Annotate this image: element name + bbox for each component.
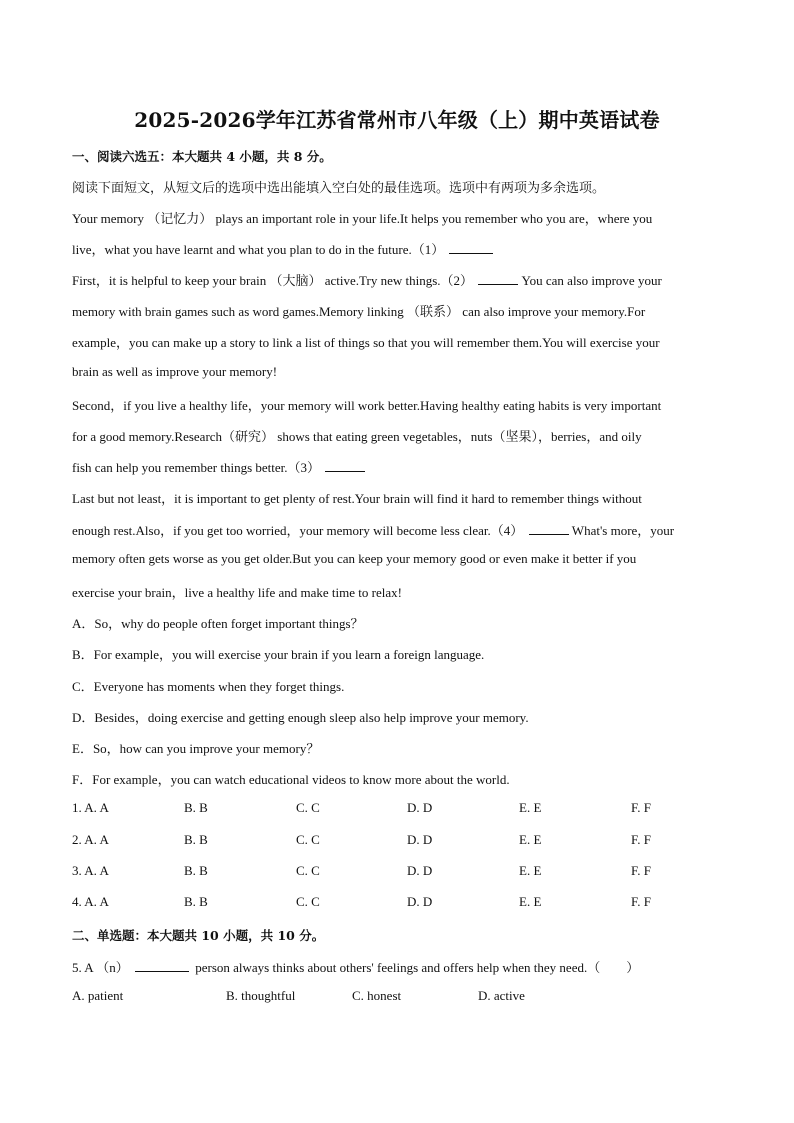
choice-f[interactable]: F. F <box>631 863 651 878</box>
section2-heading: 二、单选题：本大题共 10 小题，共 10 分。 <box>72 928 325 943</box>
passage-line <box>72 457 365 476</box>
passage-line: example，you can make up a story to link a list of things so that you will remember them.You will exercise your <box>72 335 660 350</box>
choice-d[interactable]: D. D <box>407 832 433 847</box>
answer-row-1 <box>72 800 732 818</box>
choice-b[interactable]: B. B <box>184 894 208 909</box>
passage-line <box>72 239 493 258</box>
answer-blank-3[interactable] <box>325 460 365 472</box>
passage-text: fish can help you remember things better.（3） <box>72 460 321 475</box>
passage-text: live，what you have learnt and what you plan to do in the future.（1） <box>72 242 445 257</box>
answer-row-2 <box>72 832 732 850</box>
choice-f[interactable]: F. F <box>631 894 651 909</box>
choice-d[interactable]: D. D <box>407 894 433 909</box>
passage-line: Second，if you live a healthy life，your memory will work better.Having healthy eating habits is very important <box>72 398 662 413</box>
choice-b[interactable]: B. B <box>184 863 208 878</box>
exam-title: 2025-2026学年江苏省常州市八年级（上）期中英语试卷 <box>134 108 660 132</box>
passage-text: What's more，your <box>571 523 675 538</box>
passage-line: memory with brain games such as word games.Memory linking （联系） can also improve your memory.For <box>72 304 646 319</box>
answer-blank-2[interactable] <box>478 273 518 285</box>
passage-line: memory often gets worse as you get older.But you can keep your memory good or even make it better if you <box>72 551 637 566</box>
choice-b[interactable]: B. B <box>184 800 208 815</box>
choice-f[interactable]: F. F <box>631 832 651 847</box>
q5-option-d[interactable]: D. active <box>478 988 525 1003</box>
choice-a[interactable]: 2. A. A <box>72 832 109 847</box>
choice-e[interactable]: E. E <box>519 832 542 847</box>
choice-a[interactable]: 1. A. A <box>72 800 109 815</box>
choice-e[interactable]: E. E <box>519 894 542 909</box>
passage-line: Your memory （记忆力） plays an important role in your life.It helps you remember who you are，where you <box>72 211 653 226</box>
passage-line: for a good memory.Research（研究） shows that eating green vegetables，nuts（坚果），berries，and oily <box>72 429 642 444</box>
answer-blank-1[interactable] <box>449 242 493 254</box>
passage-line: Last but not least，it is important to get plenty of rest.Your brain will find it hard to remember things without <box>72 491 642 506</box>
passage-line: exercise your brain，live a healthy life and make time to relax! <box>72 585 402 600</box>
option-b: B．For example，you will exercise your brain if you learn a foreign language. <box>72 647 485 662</box>
passage-text: You can also improve your <box>521 273 662 288</box>
answer-row-3 <box>72 863 732 881</box>
section1-heading: 一、阅读六选五：本大题共 4 小题，共 8 分。 <box>72 149 332 164</box>
question-5 <box>72 957 639 976</box>
choice-e[interactable]: E. E <box>519 800 542 815</box>
q5-option-c[interactable]: C. honest <box>352 988 402 1003</box>
question-5-options <box>72 988 732 1006</box>
passage-line <box>72 270 662 289</box>
choice-d[interactable]: D. D <box>407 800 433 815</box>
question-5-prefix: 5. A （n） <box>72 960 129 975</box>
passage-line <box>72 520 674 539</box>
option-c: C．Everyone has moments when they forget things. <box>72 679 345 694</box>
answer-row-4 <box>72 894 732 912</box>
choice-a[interactable]: 3. A. A <box>72 863 109 878</box>
question-5-text: person always thinks about others' feelings and offers help when they need.（ ） <box>195 960 640 975</box>
passage-text: enough rest.Also，if you get too worried，your memory will become less clear.（4） <box>72 523 524 538</box>
choice-f[interactable]: F. F <box>631 800 651 815</box>
q5-option-b[interactable]: B. thoughtful <box>226 988 296 1003</box>
passage-text: First，it is helpful to keep your brain （大脑） active.Try new things.（2） <box>72 273 474 288</box>
choice-e[interactable]: E. E <box>519 863 542 878</box>
option-f: F．For example，you can watch educational videos to know more about the world. <box>72 772 510 787</box>
choice-b[interactable]: B. B <box>184 832 208 847</box>
choice-c[interactable]: C. C <box>296 800 320 815</box>
question-5-blank[interactable] <box>135 960 189 972</box>
option-a: A．So，why do people often forget important things？ <box>72 616 364 631</box>
choice-c[interactable]: C. C <box>296 832 320 847</box>
choice-c[interactable]: C. C <box>296 863 320 878</box>
q5-option-a[interactable]: A. patient <box>72 988 124 1003</box>
passage-line: brain as well as improve your memory! <box>72 364 278 379</box>
section1-instruction: 阅读下面短文，从短文后的选项中选出能填入空白处的最佳选项。选项中有两项为多余选项。 <box>72 180 606 195</box>
choice-c[interactable]: C. C <box>296 894 320 909</box>
option-e: E．So，how can you improve your memory？ <box>72 741 320 756</box>
option-d: D．Besides，doing exercise and getting enough sleep also help improve your memory. <box>72 710 529 725</box>
choice-a[interactable]: 4. A. A <box>72 894 109 909</box>
choice-d[interactable]: D. D <box>407 863 433 878</box>
answer-blank-4[interactable] <box>529 523 569 535</box>
